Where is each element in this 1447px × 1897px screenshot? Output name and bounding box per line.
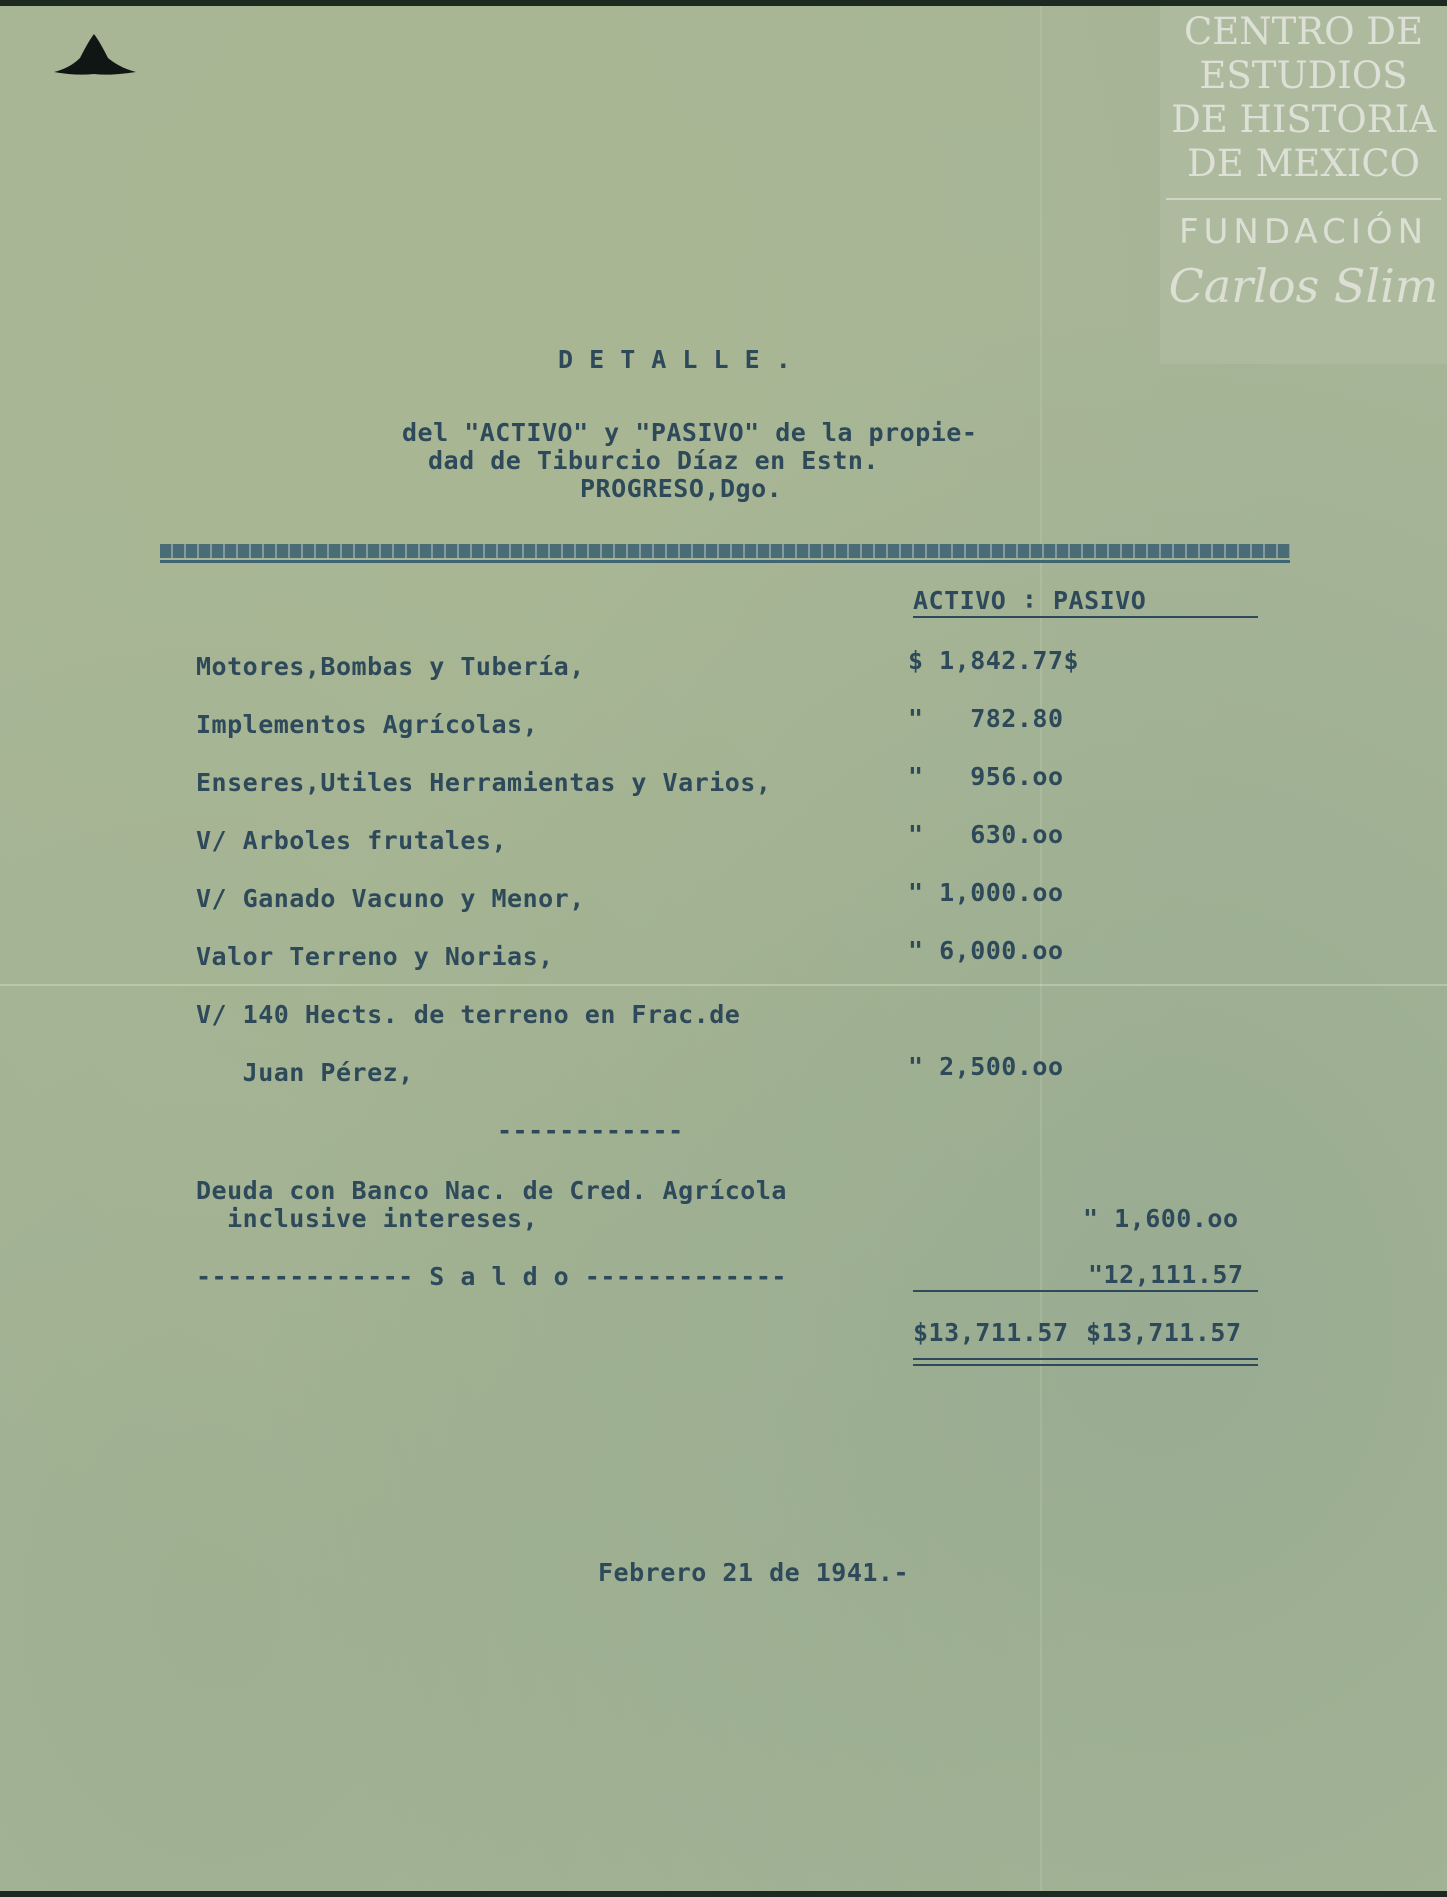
document-title: D E T A L L E . (558, 345, 792, 374)
saldo-underline (913, 1290, 1258, 1292)
document-page (0, 6, 1447, 1891)
item-label: V/ Ganado Vacuno y Menor, (196, 884, 585, 913)
short-rule: ------------ (497, 1116, 684, 1145)
subtitle-line-2: dad de Tiburcio Díaz en Estn. (428, 446, 879, 475)
total-activo: $13,711.57 (913, 1318, 1069, 1347)
stamp-line-2: ESTUDIOS (1199, 54, 1408, 97)
item-label: Implementos Agrícolas, (196, 710, 539, 739)
subtitle-line-1: del "ACTIVO" y "PASIVO" de la propie- (402, 418, 978, 447)
ink-blot-mark (50, 32, 138, 78)
item-amount: " 956.oo (908, 762, 1064, 791)
stamp-foundation: FUNDACIÓN (1178, 212, 1429, 252)
item-amount: $ 1,842.77$ (908, 646, 1080, 675)
stamp-line-4: DE MEXICO (1187, 142, 1420, 185)
debt-line-2: inclusive intereses, (196, 1204, 539, 1233)
stamp-signature: Carlos Slim (1168, 259, 1439, 313)
column-header-underline (913, 616, 1258, 618)
saldo-label: -------------- S a l d o ------------- (196, 1262, 787, 1291)
item-label: V/ 140 Hects. de terreno en Frac.de (196, 1000, 741, 1029)
item-label: V/ Arboles frutales, (196, 826, 508, 855)
item-label: Motores,Bombas y Tubería, (196, 652, 585, 681)
subtitle-line-3: PROGRESO,Dgo. (580, 474, 783, 503)
stamp-line-1: CENTRO DE (1183, 10, 1423, 53)
item-amount: " 782.80 (908, 704, 1064, 733)
total-pasivo: $13,711.57 (1086, 1318, 1242, 1347)
separator-bar (160, 544, 1290, 558)
debt-amount: " 1,600.oo (1083, 1204, 1239, 1233)
debt-line-1: Deuda con Banco Nac. de Cred. Agrícola (196, 1176, 787, 1205)
totals-double-underline (913, 1358, 1258, 1366)
item-label: Juan Pérez, (196, 1058, 414, 1087)
document-date: Febrero 21 de 1941.- (598, 1558, 910, 1587)
separator-underline (160, 560, 1290, 563)
item-amount: " 1,000.oo (908, 878, 1064, 907)
item-amount: " 2,500.oo (908, 1052, 1064, 1081)
paper-fold-horizontal (0, 984, 1447, 986)
item-amount: " 630.oo (908, 820, 1064, 849)
column-header: ACTIVO ∶ PASIVO (913, 586, 1147, 615)
item-label: Valor Terreno y Norias, (196, 942, 554, 971)
item-label: Enseres,Utiles Herramientas y Varios, (196, 768, 772, 797)
stamp-divider (1166, 198, 1441, 200)
archive-stamp (1160, 6, 1447, 364)
item-amount: " 6,000.oo (908, 936, 1064, 965)
stamp-line-3: DE HISTORIA (1171, 98, 1436, 141)
saldo-amount: "12,111.57 (1088, 1260, 1244, 1289)
